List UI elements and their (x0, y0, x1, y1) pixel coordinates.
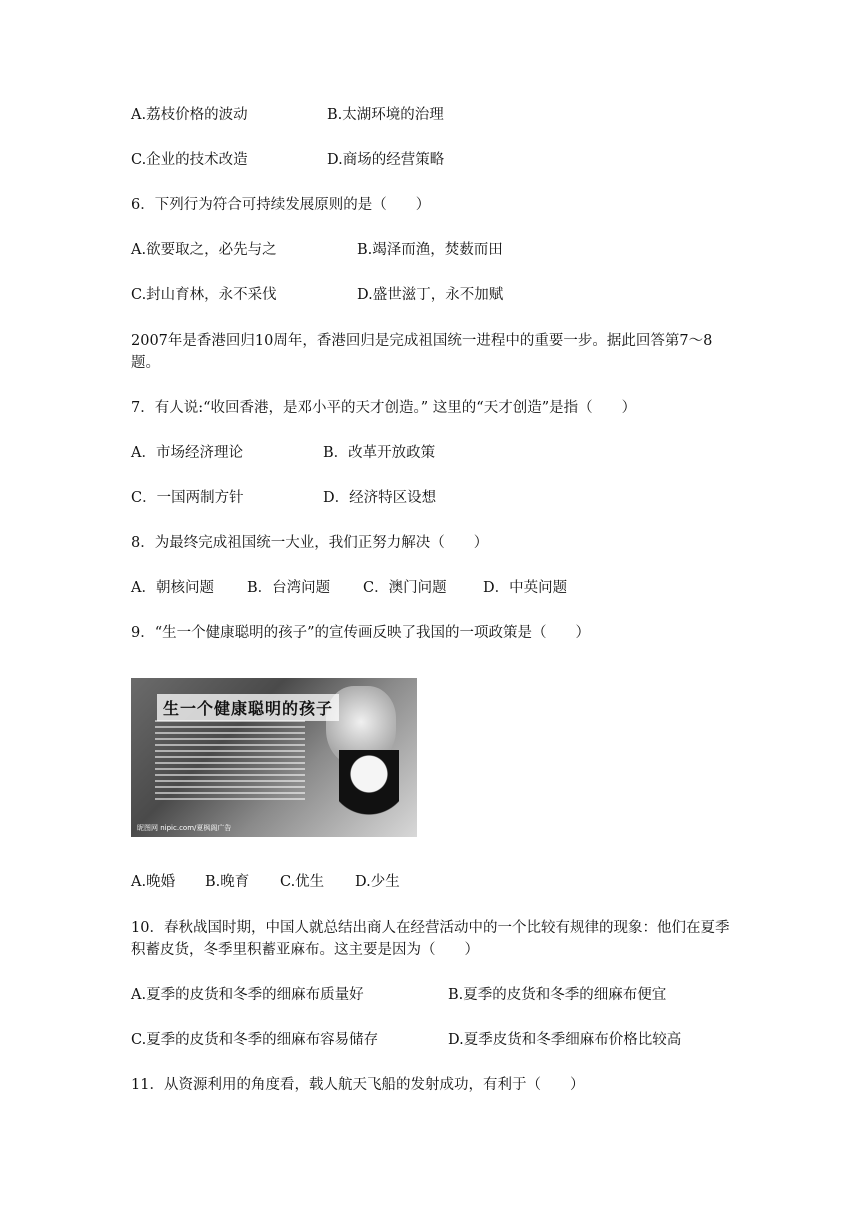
q10-stem: 10．春秋战国时期，中国人就总结出商人在经营活动中的一个比较有规律的现象：他们在夏季积蓄皮货，冬季里积蓄亚麻布。这主要是因为（ ） (131, 920, 730, 958)
q9-option-d: D.少生 (355, 874, 400, 890)
q8-stem: 8．为最终完成祖国统一大业，我们正努力解决（ ） (131, 535, 489, 551)
q6-option-d: D.盛世滋丁，永不加赋 (357, 287, 504, 303)
poster-footer: 昵图网 nipic.com/夏枫阁广告 (137, 824, 232, 832)
propaganda-poster-image (131, 678, 417, 837)
q5-option-b: B.太湖环境的治理 (327, 107, 444, 123)
poster-title: 生一个健康聪明的孩子 (157, 694, 339, 721)
q7-stem: 7．有人说:“收回香港，是邓小平的天才创造。” 这里的“天才创造”是指（ ） (131, 400, 637, 416)
q6-option-b: B.竭泽而渔，焚薮而田 (357, 242, 503, 258)
q9-stem: 9．“生一个健康聪明的孩子”的宣传画反映了我国的一项政策是（ ） (131, 625, 591, 641)
q5-option-a: A.荔枝价格的波动 (131, 107, 248, 123)
q8-option-b: B．台湾问题 (247, 580, 331, 596)
q5-option-c: C.企业的技术改造 (131, 152, 248, 168)
poster-child-figure (339, 750, 399, 830)
intro-7-8: 2007年是香港回归10周年，香港回归是完成祖国统一进程中的重要一步。据此回答第7～8题。 (131, 333, 713, 371)
q10-option-a: A.夏季的皮货和冬季的细麻布质量好 (131, 987, 364, 1003)
q6-stem: 6．下列行为符合可持续发展原则的是（ ） (131, 197, 431, 213)
q10-option-c: C.夏季的皮货和冬季的细麻布容易储存 (131, 1032, 379, 1048)
q11-stem: 11．从资源利用的角度看，载人航天飞船的发射成功，有利于（ ） (131, 1077, 585, 1093)
q8-option-d: D．中英问题 (483, 580, 568, 596)
q8-option-a: A．朝核问题 (131, 580, 214, 596)
q9-option-b: B.晚育 (205, 874, 250, 890)
q7-option-c: C．一国两制方针 (131, 490, 244, 506)
q9-option-c: C.优生 (280, 874, 325, 890)
q6-option-c: C.封山育林，永不采伐 (131, 287, 277, 303)
q6-option-a: A.欲要取之，必先与之 (131, 242, 277, 258)
q7-option-b: B．改革开放政策 (323, 445, 436, 461)
q8-option-c: C．澳门问题 (363, 580, 447, 596)
q7-option-d: D．经济特区设想 (323, 490, 437, 506)
q10-option-d: D.夏季皮货和冬季细麻布价格比较高 (448, 1032, 682, 1048)
poster-text-block (155, 720, 305, 800)
q10-option-b: B.夏季的皮货和冬季的细麻布便宜 (448, 987, 667, 1003)
q7-option-a: A．市场经济理论 (131, 445, 243, 461)
q5-option-d: D.商场的经营策略 (327, 152, 445, 168)
q9-option-a: A.晚婚 (131, 874, 176, 890)
